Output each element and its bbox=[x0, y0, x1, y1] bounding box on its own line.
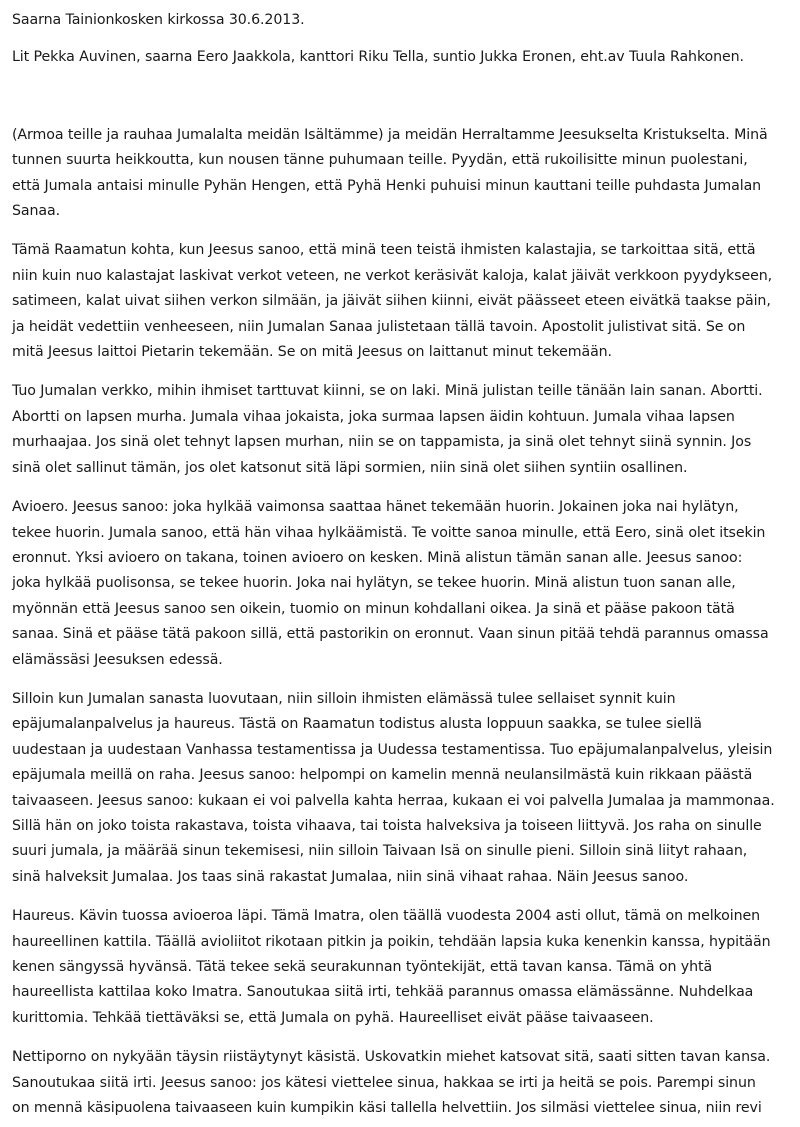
text-line: on mennä käsipuolena taivaaseen kuin kumpikin käsi tallella helvettiin. Jos silmäsi viettelee sinua, niin revi bbox=[12, 1100, 762, 1117]
text-line: Haureus. Kävin tuossa avioeroa läpi. Tämä Imatra, olen täällä vuodesta 2004 asti ollut, tämä on melkoinen bbox=[12, 908, 761, 925]
text-line: Nettiporno on nykyään täysin riistäytynyt käsistä. Uskovatkin miehet katsovat sitä, saati sitten tavan kansa. bbox=[12, 1049, 771, 1066]
sermon-paragraph-5 bbox=[12, 687, 792, 890]
text-line: murhaajaa. Jos sinä olet tehnyt lapsen murhan, niin se on tappamista, ja sinä olet tehnyt siinä synnin. Jos bbox=[12, 434, 752, 451]
sermon-paragraph-2 bbox=[12, 238, 792, 365]
text-line: elämässäsi Jeesuksen edessä. bbox=[12, 651, 223, 668]
text-line: sinä olet sallinut tämän, jos olet katsonut sitä läpi sormien, niin sinä olet siihen syntiin osallinen. bbox=[12, 459, 688, 476]
text-line: myönnän että Jeesus sanoo sen oikein, tuomio on minun kohdallani oikea. Ja sinä et pääse pakoon tätä bbox=[12, 600, 735, 617]
sermon-paragraph-1 bbox=[12, 123, 792, 225]
text-line: taivaaseen. Jeesus sanoo: kukaan ei voi palvella kahta herraa, kukaan ei voi palvella Jumalaa ja mammonaa. bbox=[12, 792, 775, 809]
text-line: satimeen, kalat uivat siihen verkon silmään, ja jäivät siihen kiinni, eivät päässeet eteen eivätkä taakse päin, bbox=[12, 293, 771, 310]
sermon-paragraph-7 bbox=[12, 1045, 792, 1121]
text-line: Abortti on lapsen murha. Jumala vihaa jokaista, joka surmaa lapsen äidin kohtuun. Jumala vihaa lapsen bbox=[12, 408, 735, 425]
text-line: Sanoutukaa siitä irti. Jeesus sanoo: jos kätesi viettelee sinua, hakkaa se irti ja heitä se pois. Parempi sinun bbox=[12, 1074, 756, 1091]
text-line: eronnut. Yksi avioero on takana, toinen avioero on kesken. Minä alistun tämän sanan alle. Jeesus sanoo: bbox=[12, 549, 743, 566]
text-line: haureellinen kattila. Täällä avioliitot rikotaan pitkin ja poikin, tehdään lapsia kuka kenenkin kanssa, hypitään bbox=[12, 933, 771, 950]
text-line: Tämä Raamatun kohta, kun Jeesus sanoo, että minä teen teistä ihmisten kalastajia, se tarkoittaa sitä, että bbox=[12, 242, 756, 259]
text-line: että Jumala antaisi minulle Pyhän Hengen, että Pyhä Henki puhuisi minun kauttani teille puhdasta Jumalan bbox=[12, 177, 762, 194]
text-line: ja heidät vedettiin venheeseen, niin Jumalan Sanaa julistetaan tällä tavoin. Apostolit julistivat sitä. Se on bbox=[12, 318, 746, 335]
text-line: kurittomia. Tehkää tiettäväksi se, että Jumala on pyhä. Haureelliset eivät pääse taivaaseen. bbox=[12, 1009, 654, 1026]
text-line: tekee huorin. Jumala sanoo, että hän vihaa hylkäämistä. Te voitte sanoa minulle, että Eero, sinä olet itsekin bbox=[12, 524, 766, 541]
header-participants: Lit Pekka Auvinen, saarna Eero Jaakkola, kanttori Riku Tella, suntio Jukka Eronen, eht.av Tuula Rahkonen. bbox=[12, 49, 744, 66]
text-line: sanaa. Sinä et pääse tätä pakoon sillä, että pastorikin on eronnut. Vaan sinun pitää tehdä parannus omassa bbox=[12, 626, 769, 643]
text-line: Tuo Jumalan verkko, mihin ihmiset tarttuvat kiinni, se on laki. Minä julistan teille tänään lain sanan. Abortti. bbox=[12, 383, 763, 400]
text-line: haureellista kattilaa koko Imatra. Sanoutukaa siitä irti, tehkää parannus omassa elämässänne. Nuhdelkaa bbox=[12, 984, 754, 1001]
text-line: Silloin kun Jumalan sanasta luovutaan, niin silloin ihmisten elämässä tulee sellaiset synnit kuin bbox=[12, 690, 676, 707]
text-line: Avioero. Jeesus sanoo: joka hylkää vaimonsa saattaa hänet tekemään huorin. Jokainen joka nai hylätyn, bbox=[12, 499, 739, 516]
text-line: kenen sängyssä hyvänsä. Tätä tekee sekä seurakunnan työntekijät, että tavan kansa. Tämä on yhtä bbox=[12, 959, 713, 975]
text-line: epäjumalanpalvelus ja haureus. Tästä on Raamatun todistus alusta loppuun saakka, se tulee siellä bbox=[12, 716, 702, 733]
text-line: joka hylkää puolisonsa, se tekee huorin. Joka nai hylätyn, se tekee huorin. Minä alistun tuon sanan alle, bbox=[12, 575, 736, 592]
sermon-paragraph-3 bbox=[12, 379, 792, 481]
text-line: suuri jumala, ja määrää sinun tekemisesi, niin silloin Taivaan Isä on sinulle pieni. Silloin sinä liityt rahaan, bbox=[12, 843, 748, 860]
text-line: tunnen suurta heikkoutta, kun nousen tänne puhumaan teille. Pyydän, että rukoilisitte minun puolestani, bbox=[12, 152, 748, 169]
text-line: niin kuin nuo kalastajat laskivat verkot veteen, ne verkot keräsivät kaloja, kalat jäivät verkkoon pyydykseen, bbox=[12, 267, 773, 284]
text-line: mitä Jeesus laittoi Pietarin tekemään. Se on mitä Jeesus on laittanut minut tekemään. bbox=[12, 344, 612, 361]
header-title: Saarna Tainionkosken kirkossa 30.6.2013. bbox=[12, 12, 305, 28]
text-line: sinä halveksit Jumalaa. Jos taas sinä rakastat Jumalaa, niin sinä vihaat rahaa. Näin Jeesus sanoo. bbox=[12, 868, 689, 885]
text-line: uudestaan ja uudestaan Vanhassa testamentissa ja Uudessa testamentissa. Tuo epäjumalanpalvelus, yleisin bbox=[12, 741, 773, 758]
sermon-paragraph-4 bbox=[12, 495, 792, 673]
text-line: epäjumala meillä on raha. Jeesus sanoo: helpompi on kamelin mennä neulansilmästä kuin rikkaan päästä bbox=[12, 767, 753, 784]
text-line: Sillä hän on joko toista rakastava, toista vihaava, tai toista halveksiva ja toiseen liittyvä. Jos raha on sinulle bbox=[12, 817, 762, 834]
text-line: Sanaa. bbox=[12, 203, 60, 220]
text-line: (Armoa teille ja rauhaa Jumalalta meidän Isältämme) ja meidän Herraltamme Jeesukselta Kristukselta. Minä bbox=[12, 126, 768, 143]
sermon-paragraph-6 bbox=[12, 904, 792, 1031]
